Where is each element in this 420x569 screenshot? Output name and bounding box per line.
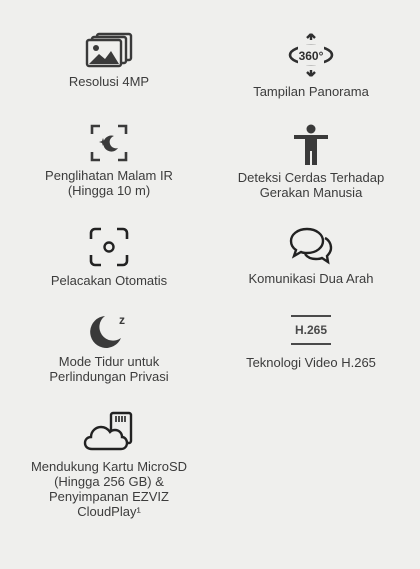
- feature-label: Mode Tidur untuk Perlindungan Privasi: [49, 354, 169, 384]
- feature-resolution: [20, 32, 198, 89]
- feature-label: Tampilan Panorama: [253, 84, 369, 99]
- feature-human-detection: [220, 124, 402, 200]
- feature-label: Resolusi 4MP: [68, 74, 150, 89]
- feature-label: Penglihatan Malam IR (Hingga 10 m): [45, 168, 173, 198]
- feature-label: Teknologi Video H.265: [246, 355, 376, 370]
- two-way-chat-icon: [289, 227, 333, 265]
- feature-sleep-mode: [20, 312, 198, 384]
- feature-label: Komunikasi Dua Arah: [248, 271, 374, 286]
- feature-auto-tracking: [20, 227, 198, 288]
- panorama-360-icon: [287, 32, 335, 78]
- feature-label: Pelacakan Otomatis: [50, 273, 168, 288]
- h265-icon: H.265: [291, 315, 331, 345]
- feature-label: Deteksi Cerdas Terhadap Gerakan Manusia: [237, 170, 385, 200]
- sleep-mode-icon: [89, 312, 129, 348]
- human-detection-icon: [293, 124, 329, 166]
- auto-tracking-icon: [89, 227, 129, 267]
- feature-two-way-talk: [220, 227, 402, 286]
- feature-label: Mendukung Kartu MicroSD (Hingga 256 GB) & Penyimpanan EZVIZ CloudPlay¹: [30, 459, 188, 519]
- panorama-icon-text: 360°: [298, 49, 324, 63]
- photos-icon: [85, 32, 133, 68]
- feature-panorama: [220, 32, 402, 99]
- feature-h265: [220, 315, 402, 370]
- feature-microsd-cloud: [20, 411, 198, 519]
- night-vision-icon: [90, 124, 128, 162]
- feature-night-vision: [20, 124, 198, 198]
- microsd-cloud-icon: [83, 411, 135, 451]
- sleep-z-text: z: [119, 313, 125, 327]
